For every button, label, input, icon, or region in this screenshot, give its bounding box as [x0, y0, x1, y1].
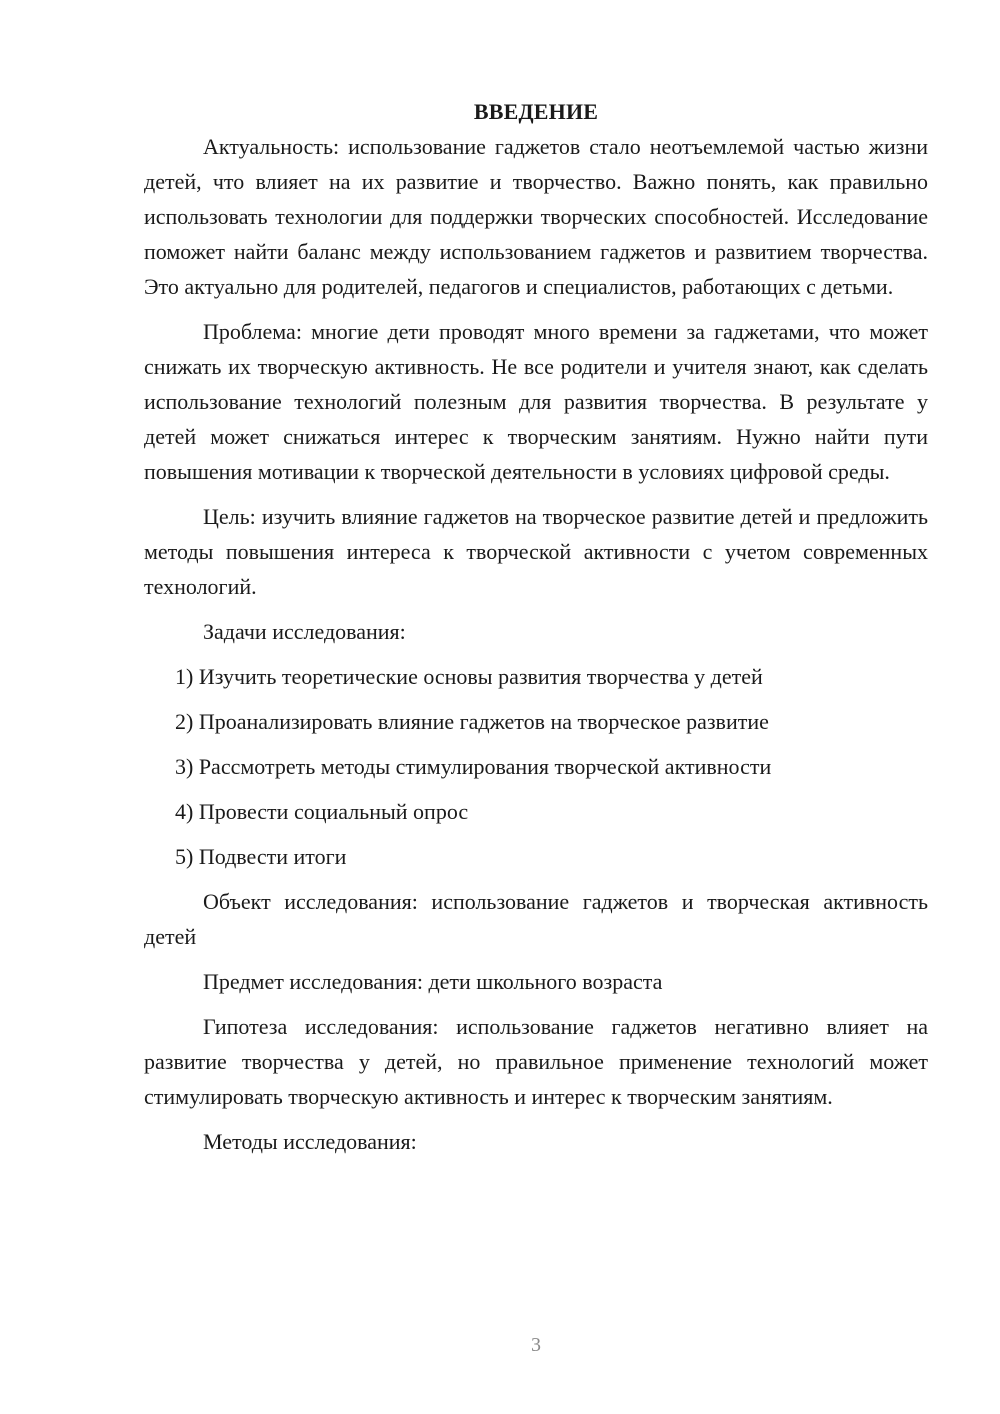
problem-paragraph: Проблема: многие дети проводят много времени за гаджетами, что может снижать их творческую активность. Не все родители и учителя знают, как сделать использование технологий полезным для развития творчества. В результате у детей может снижаться интерес к творческим занятиям. Нужно найти пути повышения мотивации к творческой деятельности в условиях цифровой среды. [144, 319, 928, 484]
relevance-paragraph: Актуальность: использование гаджетов стало неотъемлемой частью жизни детей, что влияет на их развитие и творчество. Важно понять, как правильно использовать технологии для поддержки творческих способностей. Исследование поможет найти баланс между использованием гаджетов и развитием творчества. Это актуально для родителей, педагогов и специалистов, работающих с детьми. [144, 134, 928, 299]
document-page [144, 94, 928, 1169]
task-item: 1) Изучить теоретические основы развития творчества у детей [175, 664, 763, 689]
hypothesis-paragraph: Гипотеза исследования: использование гаджетов негативно влияет на развитие творчества у детей, но правильное применение технологий может стимулировать творческую активность и интерес к творческим занятиям. [144, 1014, 928, 1109]
section-title: ВВЕДЕНИЕ [473, 99, 599, 124]
page-number: 3 [531, 1334, 541, 1356]
methods-heading: Методы исследования: [203, 1129, 417, 1154]
task-item: 5) Подвести итоги [175, 844, 347, 869]
object-paragraph: Объект исследования: использование гаджетов и творческая активность детей [144, 889, 928, 949]
task-item: 2) Проанализировать влияние гаджетов на творческое развитие [175, 709, 769, 734]
subject-paragraph: Предмет исследования: дети школьного возраста [203, 969, 663, 994]
task-item: 4) Провести социальный опрос [175, 799, 469, 824]
task-item: 3) Рассмотреть методы стимулирования творческой активности [175, 754, 772, 779]
tasks-heading: Задачи исследования: [203, 619, 406, 644]
goal-paragraph: Цель: изучить влияние гаджетов на творческое развитие детей и предложить методы повышения интереса к творческой активности с учетом современных технологий. [144, 504, 928, 599]
tasks-list [144, 659, 928, 874]
